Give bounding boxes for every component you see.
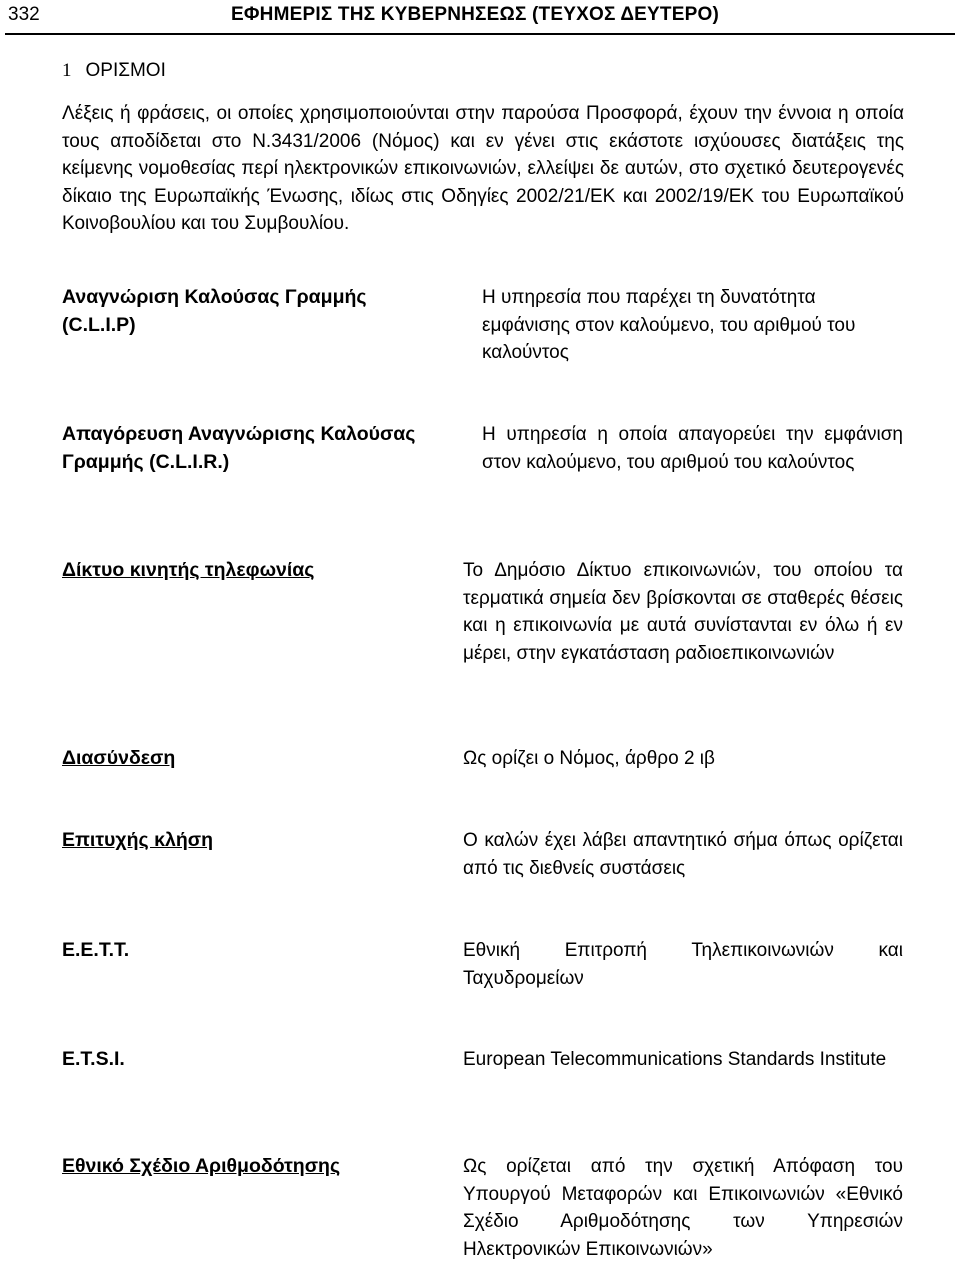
- definition-text: European Telecommunications Standards Institute: [463, 1049, 887, 1070]
- section-heading: [62, 60, 166, 82]
- definition-text: Ως ορίζει ο Νόμος, άρθρο 2 ιβ: [463, 748, 715, 769]
- definition-term: E.T.S.I.: [62, 1048, 125, 1070]
- definition-term: Ε.Ε.Τ.Τ.: [62, 939, 130, 961]
- definition-term: Απαγόρευση Αναγνώρισης Καλούσας Γραμμής (C.L.I.R.): [62, 423, 416, 473]
- section-title: ΟΡΙΣΜΟΙ: [85, 60, 166, 81]
- definition-text: Ως ορίζεται από την σχετική Απόφαση του Υπουργού Μεταφορών και Επικοινωνιών «Εθνικό Σχέδιο Αριθμοδότησης των Υπηρεσιών Ηλεκτρονικών Επικοινωνιών»: [463, 1156, 903, 1260]
- running-head: ΕΦΗΜΕΡΙΣ ΤΗΣ ΚΥΒΕΡΝΗΣΕΩΣ (ΤΕΥΧΟΣ ΔΕΥΤΕΡΟ): [231, 4, 719, 25]
- page-header: [0, 0, 960, 36]
- definition-term: Διασύνδεση: [62, 747, 176, 769]
- section-number: 1: [62, 60, 72, 81]
- page-number: 332: [8, 4, 40, 25]
- definition-term: Επιτυχής κλήση: [62, 829, 213, 851]
- definition-term: Δίκτυο κινητής τηλεφωνίας: [62, 559, 315, 581]
- definition-term: Εθνικό Σχέδιο Αριθμοδότησης: [62, 1155, 341, 1177]
- definition-text: Το Δημόσιο Δίκτυο επικοινωνιών, του οποίου τα τερματικά σημεία δεν βρίσκονται σε σταθερές θέσεις και η επικοινωνία με αυτά συνίστανται εν όλω ή εν μέρει, στην εγκατάσταση ραδιοεπικοινωνιών: [463, 560, 903, 664]
- header-rule: [5, 33, 955, 35]
- definition-text: Ο καλών έχει λάβει απαντητικό σήμα όπως ορίζεται από τις διεθνείς συστάσεις: [463, 830, 903, 879]
- definition-text: Εθνική Επιτροπή Τηλεπικοινωνιών και Ταχυδρομείων: [463, 940, 903, 989]
- definition-term: Αναγνώριση Καλούσας Γραμμής (C.L.I.P): [62, 286, 367, 336]
- intro-paragraph: Λέξεις ή φράσεις, οι οποίες χρησιμοποιούνται στην παρούσα Προσφορά, έχουν την έννοια η οποία τους αποδίδεται στο Ν.3431/2006 (Νόμος) και εν γένει στις εκάστοτε ισχύουσες διατάξεις της κείμενης νομοθεσίας περί ηλεκτρονικών επικοινωνιών, ελλείψει δε αυτών, στο σχετικό δευτερογενές δίκαιο της Ευρωπαϊκής Ένωσης, ιδίως στις Οδηγίες 2002/21/ΕΚ και 2002/19/ΕΚ του Ευρωπαϊκού Κοινοβουλίου και του Συμβουλίου.: [62, 103, 904, 234]
- definition-text: Η υπηρεσία που παρέχει τη δυνατότητα εμφάνισης στον καλούμενο, του αριθμού του καλούντος: [482, 287, 856, 363]
- definition-text: Η υπηρεσία η οποία απαγορεύει την εμφάνιση στον καλούμενο, του αριθμού του καλούντος: [482, 424, 903, 473]
